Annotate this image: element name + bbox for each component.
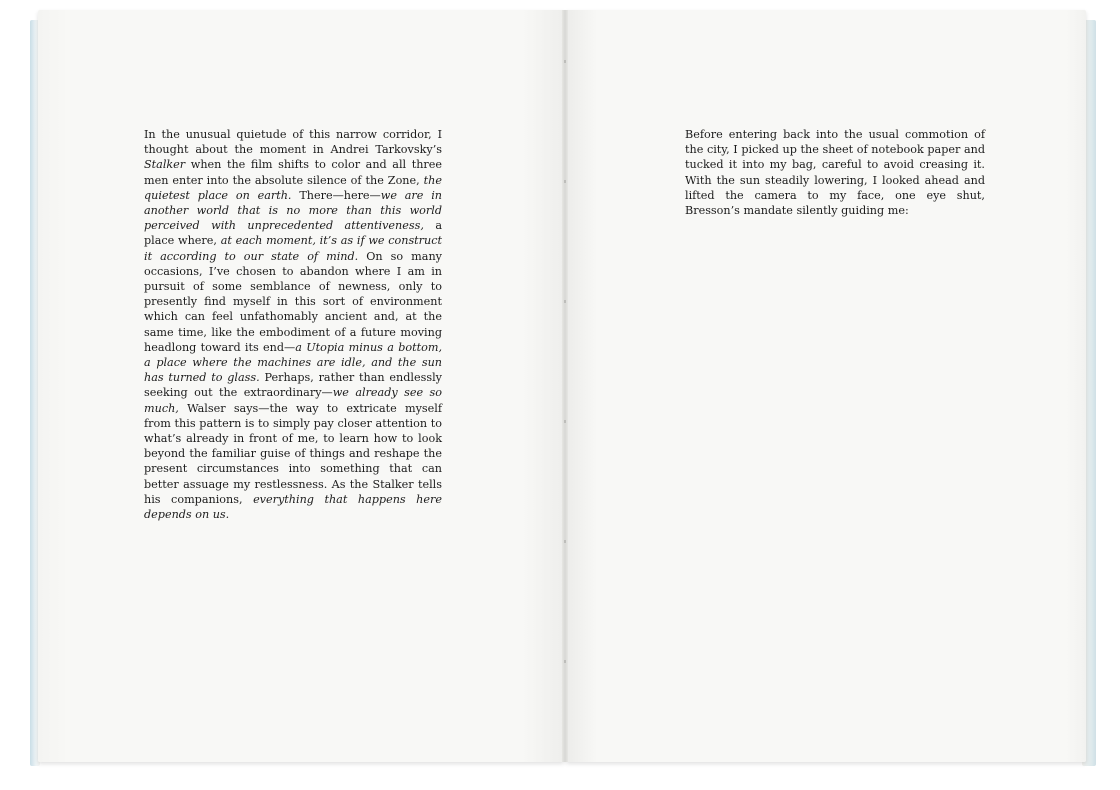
binding-stitch (564, 420, 566, 423)
text-run: On so many occasions, I’ve chosen to abandon where I am in pursuit of some semblance of newness, only to presently find myself in this sort of environment which can feel unfathomably ancient and, at the same time, like the embodiment of a future moving headlong toward its end— (144, 249, 442, 354)
binding-stitch (564, 300, 566, 303)
text-run: Walser says—the way to extricate myself from this pattern is to simply pay closer attention to what’s already in front of me, to learn how to look beyond the familiar guise of things and reshape the present circumstances into something that can better assuage my restlessness. As the Stalker tells his companions, (144, 401, 442, 506)
text-run: a place where, (144, 219, 443, 248)
binding-stitch (564, 660, 566, 663)
right-page (566, 10, 1086, 762)
book-gutter (562, 10, 568, 762)
text-run-italic: we already see so much, (144, 386, 442, 415)
text-run: Perhaps, rather than endlessly seeking out the extraordinary— (144, 371, 442, 400)
text-run: There—here— (291, 188, 381, 202)
text-run-italic: at each moment, it’s as if we construct it according to our state of mind. (144, 234, 442, 263)
left-page-text (144, 127, 442, 522)
text-run: when the film shifts to color and all three men enter into the absolute silence of the Zone, (144, 158, 442, 187)
binding-stitch (564, 60, 566, 63)
text-run-italic: a Utopia minus a bottom, a place where the machines are idle, and the sun has turned to glass. (144, 340, 442, 385)
text-run: In the unusual quietude of this narrow corridor, I thought about the moment in Andrei Tarkovsky’s (144, 128, 442, 157)
text-run-italic: we are in another world that is no more than this world perceived with unprecedented attentiveness, (144, 188, 442, 233)
text-run-italic: Stalker (144, 158, 186, 172)
right-paragraph: Before entering back into the usual commotion of the city, I picked up the sheet of notebook paper and tucked it into my bag, careful to avoid creasing it. With the sun steadily lowering, I looked ahead and lifted the camera to my face, one eye shut, Bresson’s mandate silently guiding me: (685, 128, 985, 218)
binding-stitch (564, 540, 566, 543)
left-paragraph (144, 127, 442, 522)
text-run-italic: the quietest place on earth. (144, 173, 442, 202)
binding-stitch (564, 180, 566, 183)
right-page-text (685, 127, 985, 218)
text-run-italic: everything that happens here depends on us. (144, 492, 442, 522)
